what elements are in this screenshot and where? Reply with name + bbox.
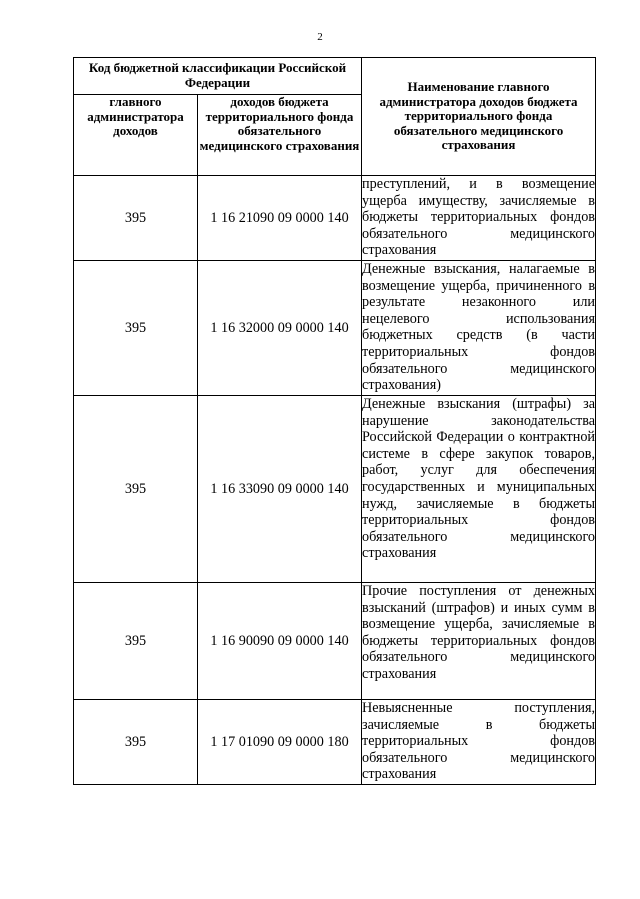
budget-code-cell: 1 17 01090 09 0000 180 — [198, 700, 362, 785]
description-cell: Невыясненные поступления, зачисляемые в бюджеты территориальных фондов обязательного медицинского страхования — [362, 700, 596, 785]
admin-code-header: главного администратора доходов — [74, 95, 198, 176]
table-row — [74, 700, 596, 785]
page-number: 2 — [317, 31, 323, 43]
budget-code-cell: 1 16 90090 09 0000 140 — [198, 583, 362, 700]
table-row — [74, 261, 596, 396]
admin-code-cell: 395 — [74, 261, 198, 396]
budget-code-cell: 1 16 33090 09 0000 140 — [198, 396, 362, 583]
admin-code-cell: 395 — [74, 176, 198, 261]
classification-code-group-header: Код бюджетной классификации Российской Федерации — [74, 58, 362, 95]
description-cell: Прочие поступления от денежных взысканий (штрафов) и иных сумм в возмещение ущерба, зачисляемые в бюджеты территориальных фондов обязательного медицинского страхования — [362, 583, 596, 700]
administrator-name-header: Наименование главного администратора доходов бюджета территориального фонда обязательного медицинского страхования — [362, 58, 596, 176]
income-code-header: доходов бюджета территориального фонда обязательного медицинского страхования — [198, 95, 362, 176]
table-row — [74, 396, 596, 583]
admin-code-cell: 395 — [74, 583, 198, 700]
table-row — [74, 583, 596, 700]
table-header-row — [74, 58, 596, 95]
description-cell: Денежные взыскания, налагаемые в возмещение ущерба, причиненного в результате незаконного или нецелевого использования бюджетных средств (в части территориальных фондов обязательного медицинского страхования) — [362, 261, 596, 396]
table-row — [74, 176, 596, 261]
admin-code-cell: 395 — [74, 700, 198, 785]
description-cell: преступлений, и в возмещение ущерба имуществу, зачисляемые в бюджеты территориальных фондов обязательного медицинского страхования — [362, 176, 596, 261]
budget-code-cell: 1 16 21090 09 0000 140 — [198, 176, 362, 261]
admin-code-cell: 395 — [74, 396, 198, 583]
budget-code-cell: 1 16 32000 09 0000 140 — [198, 261, 362, 396]
description-cell: Денежные взыскания (штрафы) за нарушение законодательства Российской Федерации о контрактной системе в сфере закупок товаров, работ, услуг для обеспечения государственных и муниципальных нужд, зачисляемые в бюджеты территориальных фондов обязательного медицинского страхования — [362, 396, 596, 583]
budget-classification-table — [73, 57, 596, 785]
